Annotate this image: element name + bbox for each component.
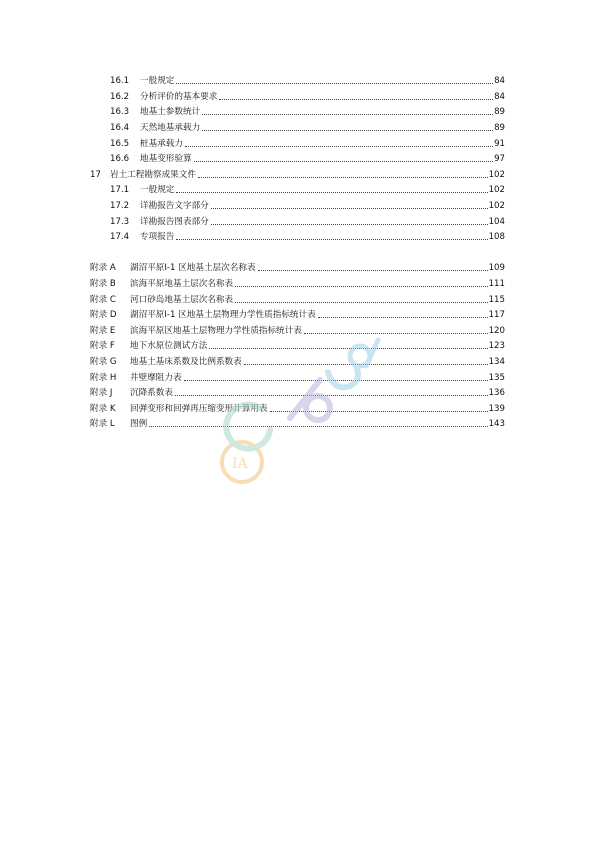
dot-leader [185, 146, 493, 147]
toc-appendix-title: 井壁摩阻力表 [130, 373, 182, 383]
toc-entry-number: 16.1 [110, 76, 130, 86]
toc-chapter-page: 102 [488, 170, 505, 180]
toc-entry[interactable] [110, 119, 505, 133]
toc-entry-page: 102 [488, 201, 505, 211]
toc-appendix-number: 附录 L [90, 419, 115, 429]
toc-appendix-entry[interactable] [90, 353, 505, 367]
toc-appendix-number: 附录 G [90, 357, 117, 367]
toc-chapter-number: 17 [90, 170, 101, 180]
toc-appendix-page: 136 [488, 388, 505, 398]
toc-appendix-entry[interactable] [90, 306, 505, 320]
toc-appendix-title: 滨海平原区地基土层物理力学性质指标统计表 [130, 326, 302, 336]
toc-appendix-number: 附录 J [90, 388, 113, 398]
toc-chapter-entry[interactable] [90, 166, 505, 180]
toc-entry-number: 17.3 [110, 217, 130, 227]
toc-entry-title: 一般规定 [140, 76, 175, 86]
toc-appendix-entry[interactable] [90, 415, 505, 429]
dot-leader [176, 192, 487, 193]
dot-leader [219, 99, 493, 100]
toc-entry[interactable] [110, 135, 505, 149]
dot-leader [211, 224, 488, 225]
toc-appendix-title: 湖沼平原Ⅰ-1 区地基土层物理力学性质指标统计表 [130, 310, 316, 320]
watermark-ia-text: IA [232, 456, 248, 472]
dot-leader [235, 286, 487, 287]
toc-appendix-page: 134 [488, 357, 505, 367]
dot-leader [318, 317, 488, 318]
toc-chapter-title: 岩土工程勘察成果文件 [110, 170, 196, 180]
toc-entry-number: 17.2 [110, 201, 130, 211]
toc-entry[interactable] [110, 228, 505, 242]
toc-entry-page: 91 [494, 139, 505, 149]
toc-appendix-entry[interactable] [90, 322, 505, 336]
toc-entry[interactable] [110, 213, 505, 227]
toc-entry-title: 详勘报告文字部分 [140, 201, 209, 211]
toc-appendix-page: 143 [488, 419, 505, 429]
toc-entry-number: 16.3 [110, 107, 130, 117]
toc-entry[interactable] [110, 150, 505, 164]
toc-appendix-title: 湖沼平原Ⅰ-1 区地基土层次名称表 [130, 263, 256, 273]
toc-appendix-page: 109 [488, 263, 505, 273]
toc-appendix-number: 附录 H [90, 373, 117, 383]
toc-appendix-number: 附录 C [90, 295, 116, 305]
watermark-ring-ia [222, 442, 262, 482]
dot-leader [244, 364, 488, 365]
toc-entry-number: 17.4 [110, 232, 130, 242]
toc-appendix-entry[interactable] [90, 259, 505, 273]
toc-appendix-title: 河口砂岛地基土层次名称表 [130, 295, 234, 305]
toc-entry-page: 84 [494, 76, 505, 86]
toc-appendix-number: 附录 F [90, 341, 115, 351]
toc-entry[interactable] [110, 103, 505, 117]
toc-appendix-title: 回弹变形和回弹再压缩变形计算用表 [130, 404, 268, 414]
toc-entry-page: 89 [494, 107, 505, 117]
dot-leader [175, 395, 488, 396]
dot-leader [198, 177, 488, 178]
toc-entry-title: 详勘报告图表部分 [140, 217, 209, 227]
toc-entry-page: 108 [488, 232, 505, 242]
toc-entry-page: 97 [494, 154, 505, 164]
toc-appendix-number: 附录 B [90, 279, 116, 289]
toc-entry[interactable] [110, 72, 505, 86]
toc-appendix-page: 111 [488, 279, 505, 289]
toc-entry-page: 102 [488, 185, 505, 195]
toc-entry-title: 地基变形验算 [140, 154, 192, 164]
toc-appendix-page: 139 [488, 404, 505, 414]
toc-appendix-title: 地下水原位测试方法 [130, 341, 208, 351]
toc-entry[interactable] [110, 197, 505, 211]
dot-leader [149, 426, 487, 427]
dot-leader [270, 411, 488, 412]
toc-entry-number: 16.4 [110, 123, 130, 133]
toc-entry-number: 16.2 [110, 92, 130, 102]
toc-appendix-number: 附录 E [90, 326, 116, 336]
toc-appendix-title: 地基土基床系数及比例系数表 [130, 357, 242, 367]
toc-entry-title: 地基土参数统计 [140, 107, 201, 117]
toc-entry-title: 天然地基承载力 [140, 123, 201, 133]
toc-appendix-entry[interactable] [90, 337, 505, 351]
toc-entry-number: 16.6 [110, 154, 130, 164]
toc-appendix-title: 沉降系数表 [130, 388, 173, 398]
toc-appendix-page: 120 [488, 326, 505, 336]
toc-entry-title: 分析评价的基本要求 [140, 92, 218, 102]
toc-appendix-entry[interactable] [90, 291, 505, 305]
dot-leader [202, 114, 493, 115]
toc-entry-number: 17.1 [110, 185, 130, 195]
toc-appendix-page: 115 [488, 295, 505, 305]
toc-entry-title: 桩基承载力 [140, 139, 183, 149]
toc-entry[interactable] [110, 88, 505, 102]
toc-entry-page: 84 [494, 92, 505, 102]
dot-leader [176, 239, 487, 240]
toc-entry-number: 16.5 [110, 139, 130, 149]
toc-entry-page: 104 [488, 217, 505, 227]
toc-appendix-page: 117 [488, 310, 505, 320]
toc-appendix-page: 135 [488, 373, 505, 383]
dot-leader [304, 333, 488, 334]
dot-leader [209, 348, 487, 349]
toc-entry-title: 一般规定 [140, 185, 175, 195]
toc-entry-page: 89 [494, 123, 505, 133]
dot-leader [176, 83, 493, 84]
toc-appendix-number: 附录 A [90, 263, 116, 273]
dot-leader [211, 208, 488, 209]
toc-appendix-title: 滨海平原地基土层次名称表 [130, 279, 234, 289]
dot-leader [202, 130, 493, 131]
toc-appendix-entry[interactable] [90, 400, 505, 414]
dot-leader [194, 161, 493, 162]
toc-entry[interactable] [110, 181, 505, 195]
toc-entry-title: 专项报告 [140, 232, 175, 242]
toc-appendix-title: 图例 [130, 419, 148, 429]
toc-appendix-entry[interactable] [90, 384, 505, 398]
dot-leader [258, 270, 488, 271]
toc-appendix-entry[interactable] [90, 275, 505, 289]
toc-appendix-entry[interactable] [90, 369, 505, 383]
dot-leader [235, 302, 487, 303]
toc-appendix-number: 附录 D [90, 310, 117, 320]
toc-appendix-number: 附录 K [90, 404, 116, 414]
toc-appendix-page: 123 [488, 341, 505, 351]
dot-leader [184, 380, 488, 381]
